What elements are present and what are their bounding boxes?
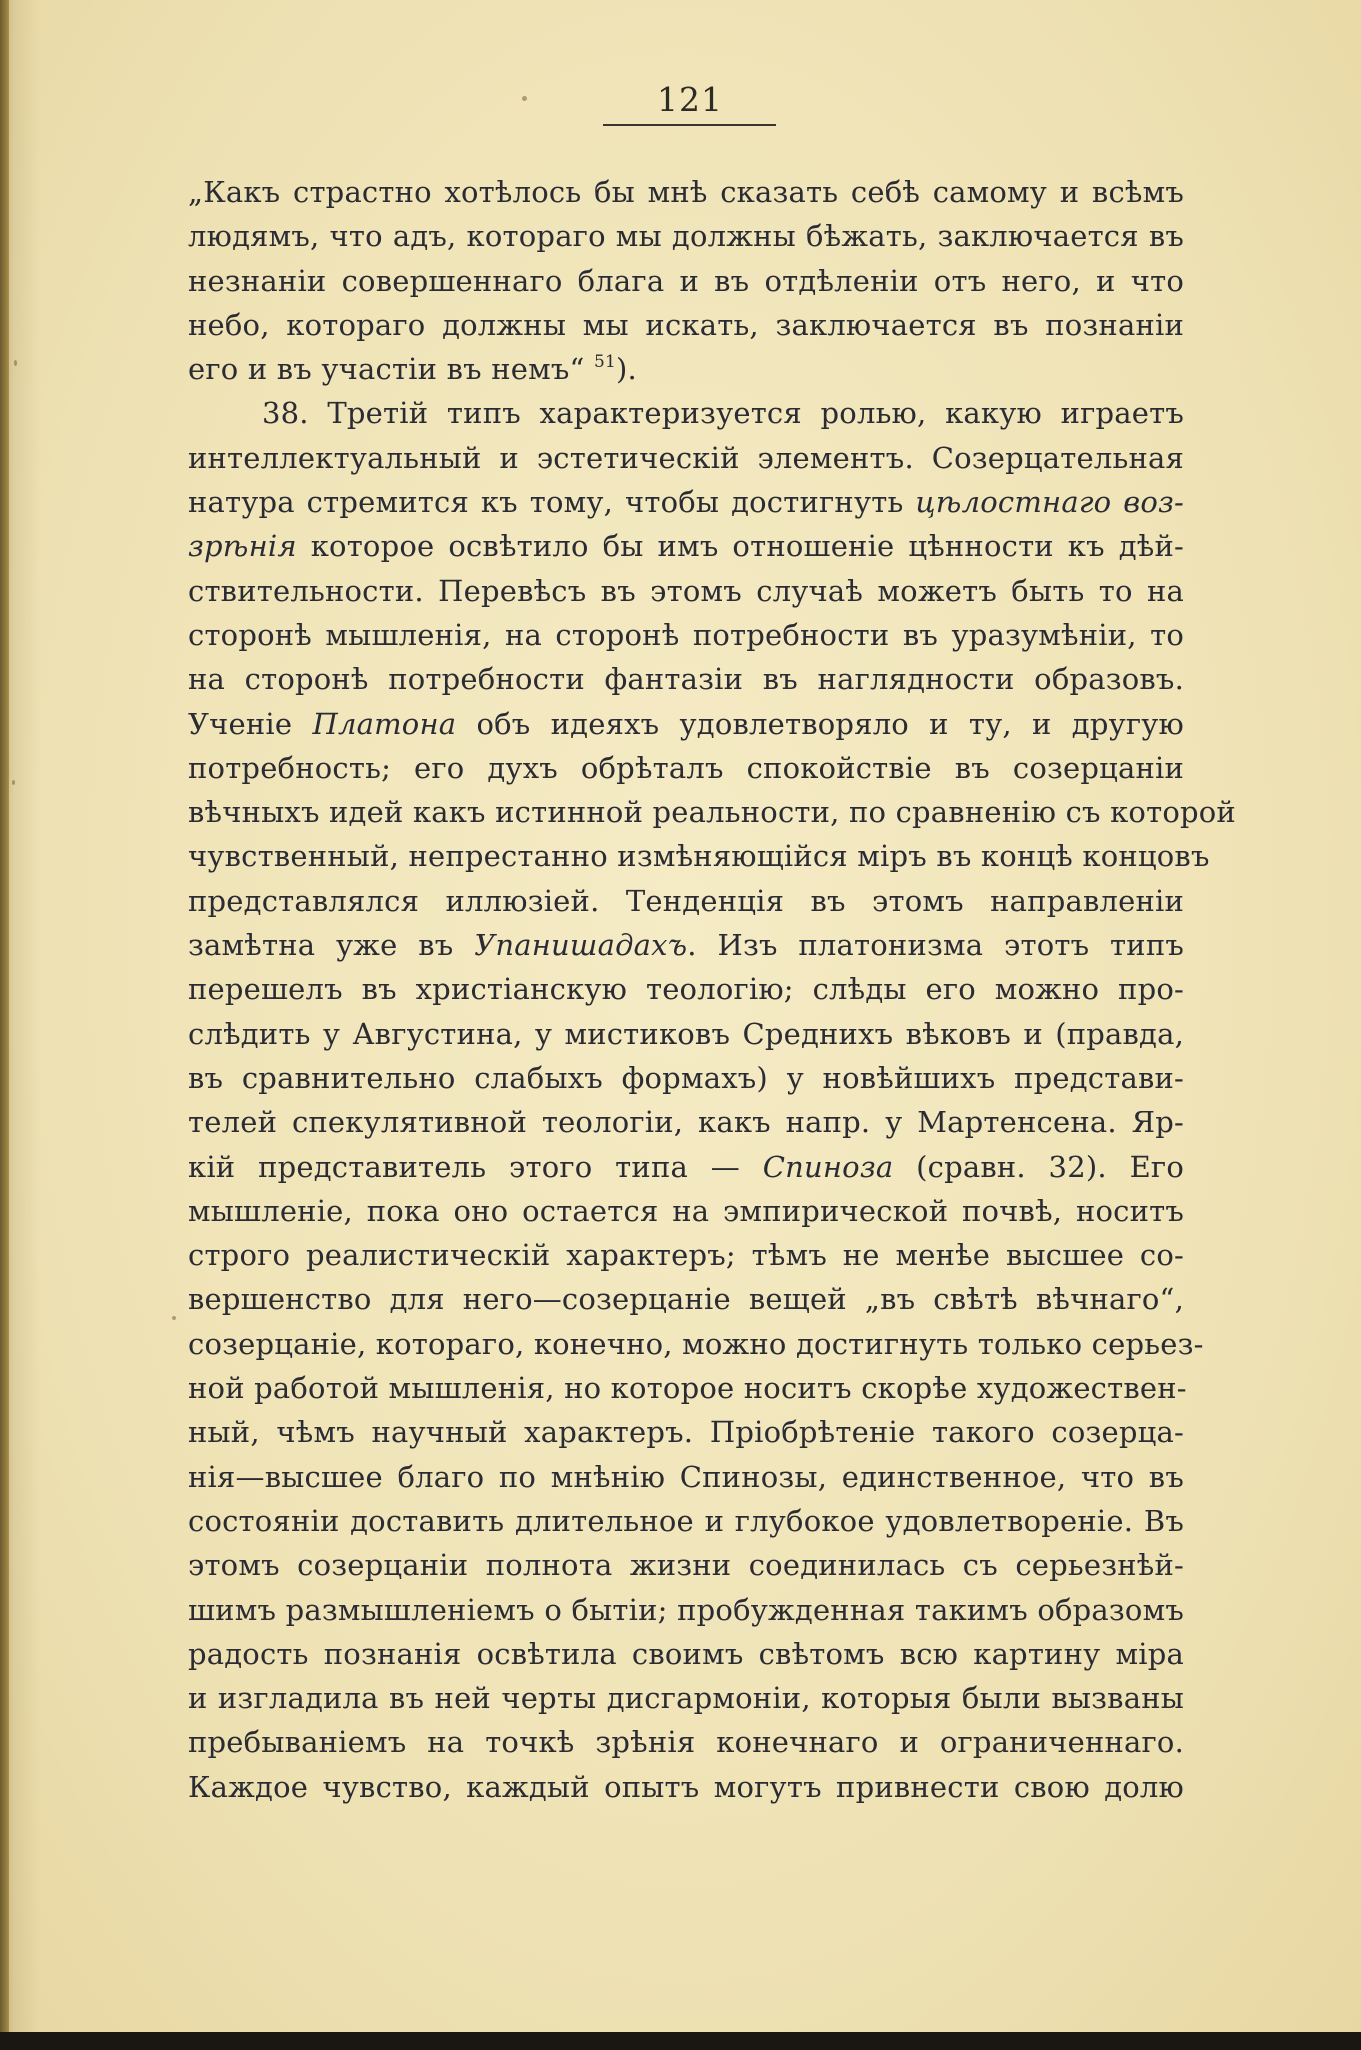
text-line [188,1100,1184,1144]
text-segment: . Изъ платонизма этотъ типъ [687,928,1184,963]
text-line [188,879,1184,923]
text-line [188,1056,1184,1100]
text-line [188,1277,1184,1321]
text-segment: радость познанiя освѣтила своимъ свѣтомъ всю картину мiра [188,1636,1184,1671]
text-segment: строго реалистическiй характеръ; тѣмъ не менѣе высшее со- [188,1238,1184,1273]
text-line [188,436,1184,480]
text-line [188,923,1184,967]
text-segment: пребыванiемъ на точкѣ зрѣнiя конечнаго и ограниченнаго. [188,1725,1184,1760]
text-segment: сторонѣ мышленiя, на сторонѣ потребности въ уразумѣнiи, то [188,617,1184,652]
text-segment: „Какъ страстно хотѣлось бы мнѣ сказать себѣ самому и всѣмъ [188,175,1184,209]
text-line [188,1145,1184,1189]
text-line [188,834,1210,878]
text-line [188,702,1184,746]
text-segment: (сравн. 32). Его [893,1149,1184,1184]
text-segment: мышленiе, пока оно остается на эмпирической почвѣ, носитъ [188,1193,1184,1228]
text-line [188,1720,1184,1764]
text-line [188,569,1184,613]
text-line [188,746,1184,790]
paper-speck [522,96,527,101]
text-segment: нiя—высшее благо по мнѣнiю Спинозы, единственное, что въ [188,1459,1184,1494]
text-segment: ). [616,352,637,387]
text-line [188,1543,1184,1587]
text-segment: слѣдить у Августина, у мистиковъ Среднихъ вѣковъ и (правда, [188,1016,1184,1051]
text-segment: замѣтна уже въ [188,928,475,963]
text-line [188,613,1184,657]
italic-text: Спиноза [762,1149,894,1184]
text-segment: состоянiи доставить длительное и глубокое удовлетворенiе. Въ [188,1503,1184,1538]
text-segment: 38. Третiй типъ характеризуется ролью, какую играетъ [262,396,1184,431]
text-line [188,1189,1184,1233]
text-segment: вѣчныхъ идей какъ истинной реальности, по сравненiю съ которой [188,795,1236,830]
text-line [188,1233,1184,1277]
footnote-ref: 51 [593,352,616,373]
text-segment: созерцанiе, котораго, конечно, можно достигнуть только серьез- [188,1326,1204,1361]
text-line [188,967,1184,1011]
header-rule [603,124,776,126]
text-segment: и изгладила въ ней черты дисгармонiи, которыя были вызваны [188,1681,1184,1716]
text-line [188,524,1184,568]
page-spine-edge [0,0,9,2032]
italic-text: Платона [312,706,457,741]
text-segment: вершенство для него—созерцанiе вещей „въ свѣтѣ вѣчнаго“, [188,1282,1184,1317]
text-segment: объ идеяхъ удовлетворяло и ту, и другую [456,706,1184,741]
text-segment: ной работой мышленiя, но которое носитъ скорѣе художествен- [188,1371,1187,1406]
text-segment: чувственный, непрестанно измѣняющiйся мiръ въ концѣ концовъ [188,839,1210,874]
page-number: 121 [657,80,723,119]
text-segment: шимъ размышленiемъ о бытiи; пробужденная такимъ образомъ [188,1592,1184,1627]
text-line [188,1366,1187,1410]
italic-text: цѣлостнаго воз- [915,485,1184,520]
text-line [188,214,1184,258]
text-line [188,480,1184,524]
text-segment: Каждое чувство, каждый опытъ могутъ привнести свою долю [188,1769,1184,1804]
text-line [188,1588,1184,1632]
text-segment: въ сравнительно слабыхъ формахъ) у новѣйшихъ представи- [188,1060,1184,1095]
text-segment: перешелъ въ христiанскую теологiю; слѣды его можно про- [188,972,1184,1007]
text-segment: телей спекулятивной теологiи, какъ напр. у Мартенсена. Яр- [188,1105,1184,1140]
text-line [188,259,1184,303]
text-segment: представлялся иллюзiей. Тенденцiя въ этомъ направленiи [188,883,1184,918]
text-segment: которое освѣтило бы имъ отношенiе цѣнности къ дѣй- [296,529,1184,564]
text-segment: этомъ созерцанiи полнота жизни соединилась съ серьезнѣй- [188,1548,1184,1583]
text-segment: интеллектуальный и эстетическiй элементъ. Созерцательная [188,440,1184,475]
text-segment: людямъ, что адъ, котораго мы должны бѣжать, заключается въ [188,219,1184,254]
text-segment: потребность; его духъ обрѣталъ спокойствiе въ созерцанiи [188,750,1184,785]
text-line [188,391,1184,435]
text-line [188,1012,1184,1056]
paper-speck [172,1316,176,1320]
text-line [188,1455,1184,1499]
scan-bottom-edge [0,2032,1361,2050]
text-line [188,1322,1204,1366]
italic-text: Упанишадахъ [474,928,688,963]
text-line [188,790,1236,834]
text-segment: ный, чѣмъ научный характеръ. Прiобрѣтенiе такого созерца- [188,1415,1184,1450]
text-line [188,1410,1184,1454]
italic-text: зрѣнiя [188,529,297,564]
text-line [188,1632,1184,1676]
text-line [188,1676,1184,1720]
text-line [188,1765,1184,1809]
text-line [188,657,1184,701]
text-line [188,1499,1184,1543]
text-line [188,170,1184,214]
body-text [188,170,1236,1809]
paper-speck [14,360,17,366]
text-line [188,303,1184,347]
text-segment: небо, котораго должны мы искать, заключается въ познанiи [188,307,1184,342]
text-segment: его и въ участiи въ немъ“ [188,352,594,387]
text-segment: незнанiи совершеннаго блага и въ отдѣленiи отъ него, и что [188,263,1184,298]
text-segment: натура стремится къ тому, чтобы достигнуть [188,485,916,520]
paper-speck [12,780,15,785]
text-line [188,347,1184,391]
text-segment: кiй представитель этого типа — [188,1149,763,1184]
text-segment: Ученiе [188,706,313,741]
text-segment: на сторонѣ потребности фантазiи въ наглядности образовъ. [188,662,1184,697]
text-segment: ствительности. Перевѣсъ въ этомъ случаѣ можетъ быть то на [188,573,1184,608]
